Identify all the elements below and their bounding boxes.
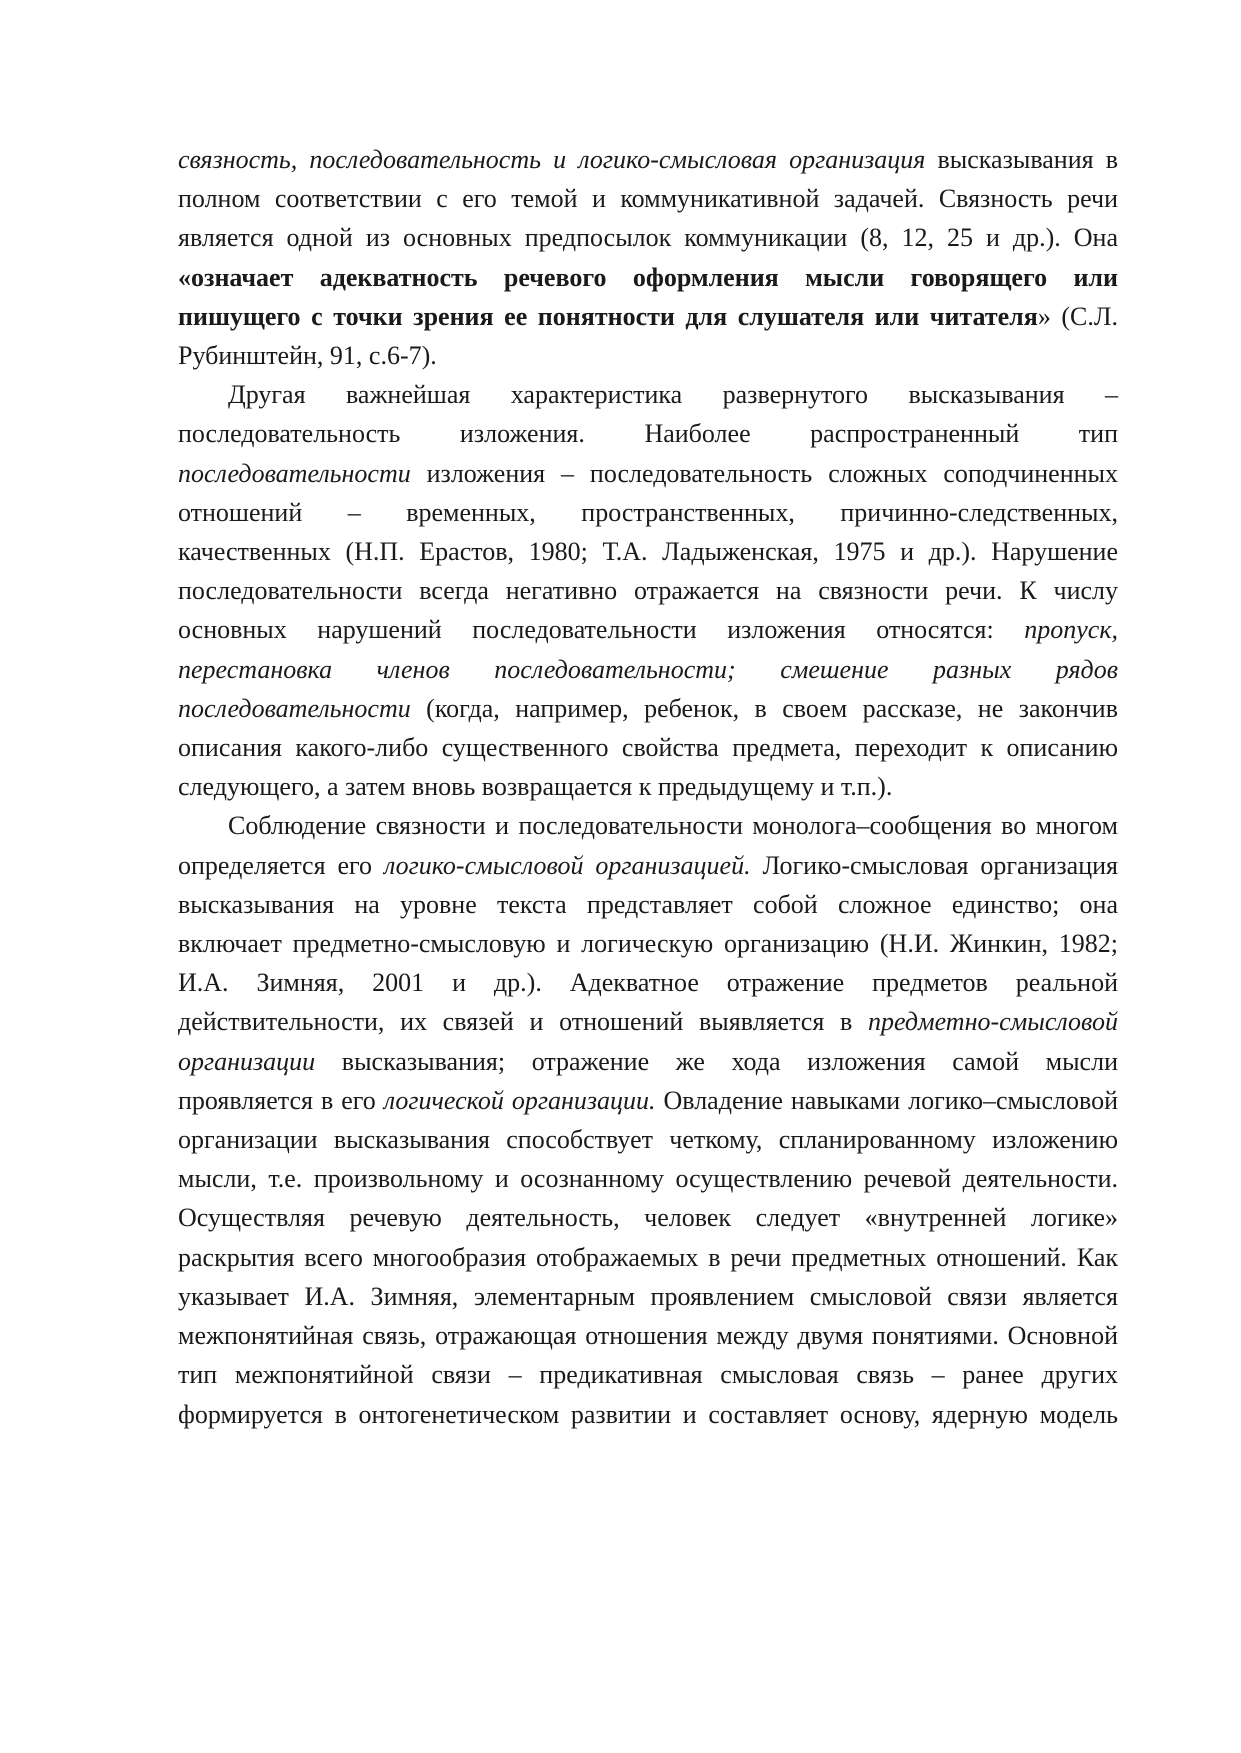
text-run: высказывания в полном соответствии с его темой и коммуникативной задачей. Связность речи является одной из основных предпосылок коммуникации (8, 12, 25 и др.). Она	[178, 145, 1118, 253]
text-run-italic: логической организации.	[383, 1085, 656, 1115]
text-run: Овладение навыками логико–смысловой организации высказывания способствует четкому, спланированному изложению мысли, т.е. произвольному и осознанному осуществлению речевой деятельности. Осуществляя речевую деятельность, человек следует «внутренней логике» раскрытия всего многообразия отображаемых в речи предметных отношений. Как указывает И.А. Зимняя, элементарным проявлением смысловой связи является межпонятийная связь, отражающая отношения между двумя понятиями. Основной тип межпонятийной связи – предикативная смысловая связь – ранее других формируется в онтогенетическом развитии и составляет основу, ядерную модель	[178, 1085, 1119, 1429]
text-run: Соблюдение связности и последовательности монолога–сообщения во многом определяется его	[178, 811, 1118, 880]
text-run: изложения – последовательность сложных соподчиненных отношений – временных, пространственных, причинно-следственных, качественных (Н.П. Ерастов, 1980; Т.А. Ладыженская, 1975 и др.). Нарушение последовательности всегда негативно отражается на связности речи. К числу основных нарушений последовательности изложения относятся:	[178, 458, 1118, 645]
text-run: высказывания; отражение же хода изложения самой мысли проявляется в его	[178, 1046, 1118, 1115]
paragraph-3	[178, 806, 1118, 1433]
text-run-italic: предметно-смысловой организации	[178, 1007, 1118, 1076]
text-run: Логико-смысловая организация высказывания на уровне текста представляет собой сложное единство; она включает предметно-смысловую и логическую организацию (Н.И. Жинкин, 1982; И.А. Зимняя, 2001 и др.). Адекватное отражение предметов реальной действительности, их связей и отношений выявляется в	[178, 850, 1119, 1037]
paragraph-1	[178, 140, 1118, 375]
text-run: (когда, например, ребенок, в своем рассказе, не закончив описания какого-либо существенного свойства предмета, переходит к описанию следующего, а затем вновь возвращается к предыдущему и т.п.).	[178, 693, 1118, 802]
text-run-bold: «означает адекватность речевого оформления мысли говорящего или пишущего с точки зрения ее понятности для слушателя или читателя	[178, 262, 1118, 331]
page-body	[178, 140, 1118, 1434]
text-run-italic: пропуск, перестановка членов последовательности; смешение разных рядов последовательности	[178, 615, 1118, 723]
text-run-italic: логико-смысловой организацией.	[383, 850, 751, 880]
text-run: » (С.Л. Рубинштейн, 91, с.6-7).	[178, 301, 1118, 371]
text-run: Другая важнейшая характеристика развернутого высказывания – последовательность изложения. Наиболее распространенный тип	[178, 380, 1118, 449]
paragraph-2	[178, 375, 1118, 806]
text-run-italic: связность, последовательность и логико-смысловая организация	[178, 145, 926, 174]
text-run-italic: последовательности	[178, 458, 411, 488]
